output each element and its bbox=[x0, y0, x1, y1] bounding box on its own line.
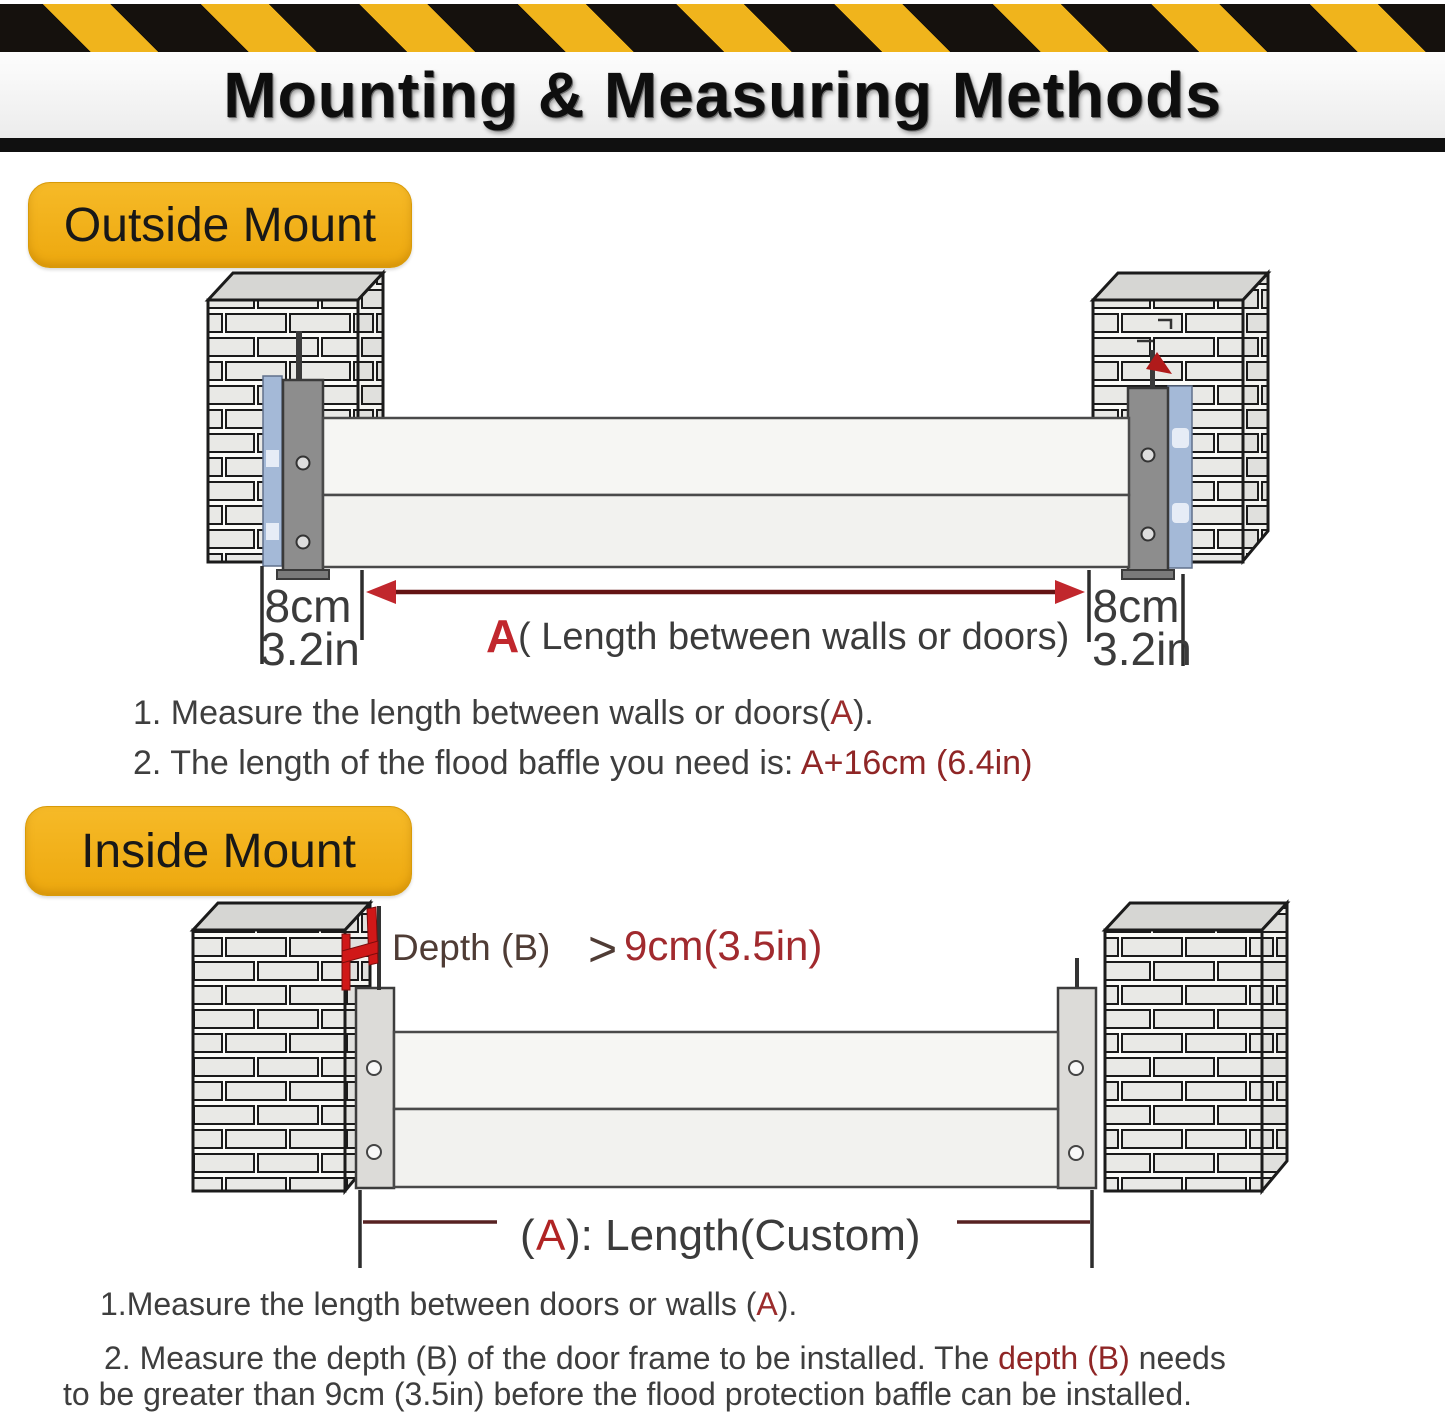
length-label-pre: ( bbox=[520, 1211, 535, 1260]
inside-mount-label bbox=[25, 806, 412, 896]
pillar-side-face bbox=[1243, 273, 1268, 561]
screw-hole bbox=[1142, 528, 1155, 541]
inside-step-2-line-1: 2. Measure the depth (B) of the door frame to be installed. The depth (B) needs bbox=[104, 1340, 1226, 1376]
outside-step-1: 1. Measure the length between walls or doors(A). bbox=[133, 694, 874, 732]
screw-hole bbox=[367, 1145, 381, 1159]
inside-step-2-line-2: to be greater than 9cm (3.5in) before the flood protection baffle can be installed. bbox=[63, 1376, 1193, 1412]
anchor-bolt bbox=[1075, 958, 1079, 990]
depth-indicator-right-bar bbox=[367, 907, 378, 965]
seal-highlight bbox=[1172, 503, 1189, 523]
screw-hole bbox=[1142, 449, 1155, 462]
screw-hole bbox=[297, 457, 310, 470]
pillar-side-face bbox=[1262, 903, 1287, 1191]
pillar-top-face bbox=[1093, 273, 1268, 300]
screw-hole bbox=[367, 1061, 381, 1075]
inside-mount-diagram bbox=[145, 895, 1310, 1290]
screw-hole bbox=[1069, 1061, 1083, 1075]
pillar-top-face bbox=[208, 273, 383, 300]
seal-highlight bbox=[266, 523, 279, 540]
depth-value: 9cm(3.5in) bbox=[624, 922, 823, 969]
arrowhead-left bbox=[366, 580, 396, 604]
pillar-top-face bbox=[1105, 903, 1287, 930]
inside-mount-label-text: Inside Mount bbox=[81, 824, 356, 878]
length-label-a: A bbox=[536, 1211, 566, 1260]
length-a-marker: A bbox=[486, 610, 520, 662]
right-offset-cm: 8cm bbox=[1092, 580, 1180, 632]
outside-mount-label bbox=[28, 182, 412, 268]
right-mounting-channel bbox=[1128, 388, 1168, 572]
outside-mount-diagram bbox=[180, 262, 1285, 672]
pillar-front-face bbox=[1105, 930, 1262, 1191]
barrier-panel-bottom bbox=[394, 1109, 1058, 1187]
header-banner bbox=[0, 0, 1445, 154]
barrier-panel-top bbox=[323, 418, 1129, 495]
screw-hole bbox=[1069, 1146, 1083, 1160]
pillar-front-face bbox=[193, 930, 345, 1191]
banner-divider bbox=[0, 138, 1445, 152]
right-seal-strip bbox=[1168, 386, 1192, 568]
left-offset-cm: 8cm bbox=[264, 580, 352, 632]
barrier-panel-bottom bbox=[323, 495, 1129, 567]
title-band bbox=[0, 52, 1445, 138]
channel-foot bbox=[277, 570, 329, 579]
page-title: Mounting & Measuring Methods bbox=[223, 59, 1222, 131]
right-offset-in: 3.2in bbox=[1092, 623, 1192, 672]
left-offset-in: 3.2in bbox=[260, 623, 360, 672]
depth-label: Depth (B) bbox=[392, 927, 551, 968]
inside-right-pillar bbox=[1105, 903, 1287, 1191]
anchor-bolt bbox=[296, 331, 302, 382]
seal-highlight bbox=[266, 450, 279, 467]
length-arrow-label: ( Length between walls or doors) bbox=[518, 616, 1070, 658]
channel-foot bbox=[1122, 570, 1174, 579]
outside-mount-label-text: Outside Mount bbox=[63, 198, 377, 252]
screw-hole bbox=[297, 536, 310, 549]
inside-step-1: 1.Measure the length between doors or walls (A). bbox=[100, 1286, 798, 1322]
outside-step-2: 2. The length of the flood baffle you need is: A+16cm (6.4in) bbox=[133, 744, 1033, 782]
hazard-stripe bbox=[0, 4, 1445, 52]
arrowhead-right bbox=[1055, 580, 1085, 604]
seal-highlight bbox=[1172, 428, 1189, 448]
barrier-panel-top bbox=[394, 1032, 1058, 1109]
pillar-top-face bbox=[193, 903, 370, 930]
depth-greater-than: > bbox=[588, 921, 618, 977]
length-label-post: ): Length(Custom) bbox=[566, 1211, 921, 1260]
